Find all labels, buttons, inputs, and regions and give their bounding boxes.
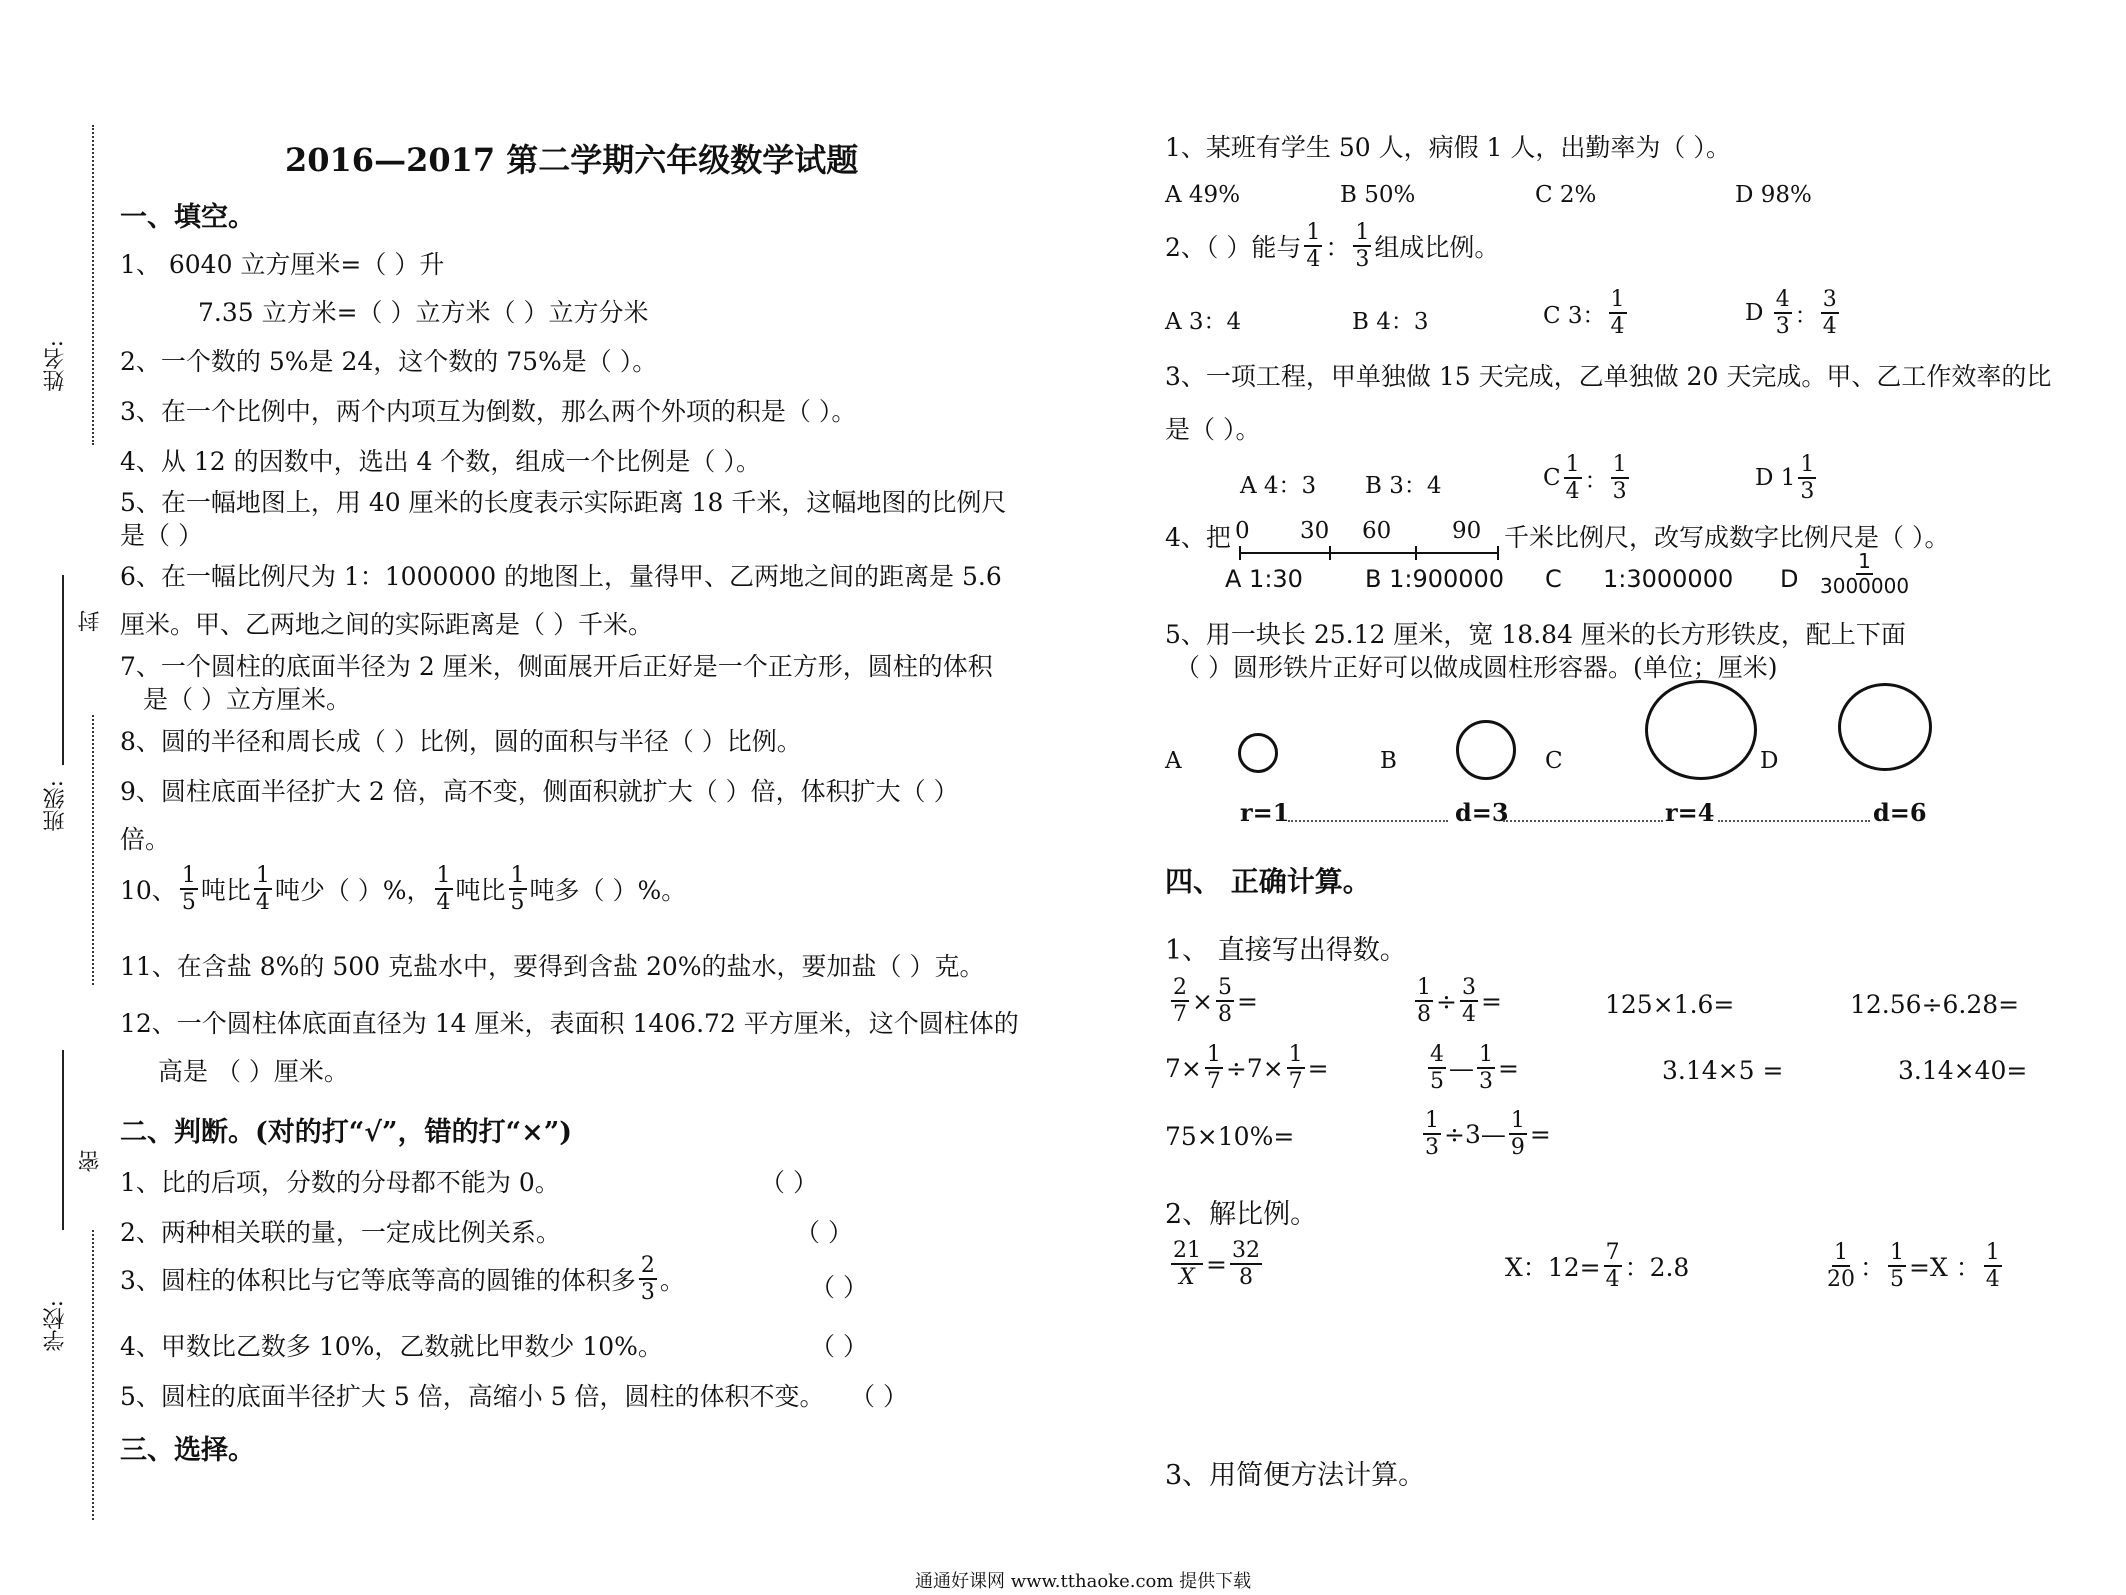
- question-2: 2、一个数的 5%是 24，这个数的 75%是（ ）。: [120, 347, 658, 376]
- expr-5: 7× $\frac{1}{7}$ ÷7× $\frac{1}{7}$ =: [1165, 1042, 1329, 1095]
- name-label: 姓名:: [43, 340, 68, 392]
- judge-3: 3、圆柱的体积比与它等底等高的圆锥的体积多 $\frac{2}{3}$ 。: [120, 1253, 685, 1306]
- choice-2-option-d: D $\frac{4}{3}$ ： $\frac{3}{4}$: [1745, 287, 1837, 340]
- judge-5: 5、圆柱的底面半径扩大 5 倍，高缩小 5 倍，圆柱的体积不变。: [120, 1382, 825, 1411]
- dotted-leader: [1503, 820, 1663, 822]
- binding-dotted-line: [92, 715, 94, 985]
- question-1b: 7.35 立方米=（ ）立方米（ ）立方分米: [198, 298, 649, 327]
- scale-tick-90: 90: [1452, 518, 1482, 544]
- proportion-2: X：12= $\frac{7}{4}$ ：2.8: [1505, 1240, 1690, 1293]
- section-3-heading: 三、选择。: [120, 1435, 255, 1466]
- judge-4: 4、甲数比乙数多 10%，乙数就比甲数少 10%。: [120, 1332, 663, 1361]
- choice-1-option-d: D 98%: [1735, 182, 1812, 208]
- class-underline: [62, 1050, 64, 1230]
- choice-1-option-b: B 50%: [1340, 182, 1416, 208]
- choice-4-option-d-label: D: [1780, 565, 1799, 593]
- fraction: $\frac{1}{3}$: [1800, 452, 1815, 505]
- question-12b: 高是 （ ）厘米。: [158, 1057, 349, 1086]
- judge-3-parens: （ ）: [810, 1273, 868, 1302]
- expr-4: 12.56÷6.28=: [1850, 990, 2020, 1019]
- dotted-leader: [1718, 820, 1870, 822]
- question-10: 10、 $\frac{1}{5}$ 吨比 $\frac{1}{4}$ 吨少（ ）%， $\frac{1}{4}$ 吨比 $\frac{1}{5}$ 吨多（ ）%。: [120, 863, 687, 916]
- section-2-heading: 二、判断。(对的打“√”，错的打“×”): [120, 1117, 573, 1148]
- fraction: $\frac{1}{5}$: [510, 863, 525, 916]
- footer-credit: 通通好课网 www.tthaoke.com 提供下载: [915, 1571, 1252, 1592]
- fraction: $\frac{1}{4}$: [1985, 1240, 2000, 1293]
- question-8: 8、圆的半径和周长成（ ）比例，圆的面积与半径（ ）比例。: [120, 727, 802, 756]
- circle-d: [1838, 683, 1932, 771]
- choice-4-suffix: 千米比例尺，改写成数字比例尺是（ ）。: [1504, 523, 1950, 552]
- fraction: $\frac{7}{4}$: [1605, 1240, 1620, 1293]
- question-12a: 12、一个圆柱体底面直径为 14 厘米，表面积 1406.72 平方厘米，这个圆柱体的: [120, 1009, 1019, 1038]
- question-6a: 6、在一幅比例尺为 1：1000000 的地图上，量得甲、乙两地之间的距离是 5.6: [120, 562, 1002, 591]
- circle-option-b: B: [1380, 748, 1397, 774]
- circle-c-label: r=4: [1665, 798, 1715, 827]
- seal-label: 封: [78, 610, 103, 632]
- fraction: $\frac{1}{7}$: [1288, 1042, 1303, 1095]
- choice-2-option-b: B 4：3: [1352, 309, 1429, 335]
- judge-5-parens: （ ）: [850, 1382, 908, 1411]
- circle-b: [1456, 720, 1516, 780]
- question-9a: 9、圆柱底面半径扩大 2 倍，高不变，侧面积就扩大（ ）倍，体积扩大（ ）: [120, 777, 959, 806]
- expr-9: 75×10%=: [1165, 1122, 1295, 1151]
- choice-4-prefix: 4、把: [1165, 523, 1231, 552]
- fraction: $\frac{3}{4}$: [1822, 287, 1837, 340]
- question-5a: 5、在一幅地图上，用 40 厘米的长度表示实际距离 18 千米，这幅地图的比例尺: [120, 488, 1007, 517]
- binding-dotted-line: [92, 125, 94, 445]
- circle-d-label: d=6: [1873, 798, 1927, 827]
- proportion-1: $\frac{21}{X}$ = $\frac{32}{8}$: [1173, 1238, 1260, 1291]
- fraction: $\frac{1}{3}$: [1612, 452, 1627, 505]
- expr-6: $\frac{4}{5}$ — $\frac{1}{3}$ =: [1430, 1042, 1519, 1095]
- fraction: $\frac{1}{5}$: [1890, 1240, 1905, 1293]
- choice-3a: 3、一项工程，甲单独做 15 天完成，乙单独做 20 天完成。甲、乙工作效率的比: [1165, 362, 2052, 391]
- page-title: 2016—2017 第二学期六年级数学试题: [285, 141, 859, 179]
- circle-a-label: r=1: [1240, 798, 1290, 827]
- question-5b: 是（ ）: [120, 521, 203, 550]
- choice-2-option-a: A 3：4: [1165, 309, 1242, 335]
- section-4-heading: 四、 正确计算。: [1165, 865, 1371, 898]
- judge-4-parens: （ ）: [810, 1332, 868, 1361]
- fraction: $\frac{1}{3}$: [1425, 1108, 1439, 1161]
- circle-b-label: d=3: [1455, 798, 1509, 827]
- section-1-heading: 一、填空。: [120, 202, 255, 233]
- question-6b: 厘米。甲、乙两地之间的实际距离是（ ）千米。: [120, 610, 653, 639]
- choice-3-option-a: A 4：3: [1240, 473, 1317, 499]
- scale-tick-30: 30: [1300, 518, 1330, 544]
- circle-c: [1645, 680, 1757, 780]
- question-11: 11、在含盐 8%的 500 克盐水中，要得到含盐 20%的盐水，要加盐（ ）克。: [120, 952, 985, 981]
- binding-dotted-line: [92, 1230, 94, 1520]
- fraction: $\frac{1}{4}$: [255, 863, 270, 916]
- fraction: $\frac{21}{X}$: [1173, 1238, 1201, 1291]
- school-label: 学校:: [43, 1300, 68, 1352]
- choice-2: 2、（ ）能与 $\frac{1}{4}$ ： $\frac{1}{3}$ 组成比例。: [1165, 220, 1500, 273]
- fraction: $\frac{32}{8}$: [1231, 1238, 1260, 1291]
- expr-1: $\frac{2}{7}$ × $\frac{5}{8}$ =: [1173, 975, 1258, 1028]
- fraction: $\frac{1}{3}$: [1355, 220, 1370, 273]
- choice-2-option-c: C 3： $\frac{1}{4}$: [1543, 287, 1625, 340]
- question-1a: 1、 6040 立方厘米=（ ）升: [120, 250, 445, 279]
- question-4: 4、从 12 的因数中，选出 4 个数，组成一个比例是（ ）。: [120, 447, 761, 476]
- fraction: $\frac{2}{3}$: [640, 1253, 655, 1306]
- judge-2-parens: （ ）: [795, 1218, 853, 1247]
- secret-label: 密: [78, 1150, 103, 1172]
- fraction: $\frac{1}{4}$: [1565, 452, 1580, 505]
- choice-4-option-b: B 1:900000: [1365, 565, 1505, 593]
- expr-7: 3.14×5 =: [1662, 1056, 1784, 1085]
- calc-sub-1: 1、 直接写出得数。: [1165, 935, 1407, 966]
- choice-1-option-c: C 2%: [1535, 182, 1597, 208]
- question-7b: 是（ ）立方厘米。: [143, 685, 351, 714]
- fraction: $\frac{1}{4}$: [1306, 220, 1321, 273]
- calc-sub-2: 2、解比例。: [1165, 1199, 1318, 1230]
- fraction: $\frac{1}{3}$: [1479, 1042, 1493, 1095]
- judge-1: 1、比的后项，分数的分母都不能为 0。: [120, 1168, 560, 1197]
- fraction: $\frac{1}{4}$: [1610, 287, 1625, 340]
- fraction: $\frac{1}{4}$: [436, 863, 451, 916]
- dotted-leader: [1288, 820, 1448, 822]
- fraction: $\frac{5}{8}$: [1217, 975, 1232, 1028]
- choice-5b: （ ）圆形铁片正好可以做成圆柱形容器。(单位；厘米): [1175, 653, 1778, 682]
- fraction: $\frac{1}{7}$: [1206, 1042, 1221, 1095]
- judge-2: 2、两种相关联的量，一定成比例关系。: [120, 1218, 561, 1247]
- choice-3b: 是（ ）。: [1165, 415, 1261, 444]
- fraction: $\frac{1}{20}$: [1827, 1240, 1855, 1293]
- fraction: $\frac{4}{5}$: [1430, 1042, 1444, 1095]
- class-label: 班级:: [43, 780, 68, 832]
- choice-4-option-c-label: C: [1545, 565, 1562, 593]
- scale-bar: [1239, 546, 1499, 560]
- scale-tick-60: 60: [1362, 518, 1392, 544]
- choice-3-option-d: D 1 $\frac{1}{3}$: [1755, 452, 1815, 505]
- judge-1-parens: （ ）: [760, 1168, 818, 1197]
- choice-4-option-a: A 1:30: [1225, 565, 1303, 593]
- choice-5a: 5、用一块长 25.12 厘米，宽 18.84 厘米的长方形铁皮，配上下面: [1165, 620, 1906, 649]
- fraction: $\frac{1}{8}$: [1417, 975, 1431, 1028]
- expr-2: $\frac{1}{8}$ ÷ $\frac{3}{4}$ =: [1417, 975, 1502, 1028]
- expr-8: 3.14×40=: [1898, 1056, 2028, 1085]
- question-9b: 倍。: [120, 825, 171, 854]
- choice-3-option-c: C $\frac{1}{4}$ ： $\frac{1}{3}$: [1543, 452, 1627, 505]
- choice-1-option-a: A 49%: [1165, 182, 1241, 208]
- fraction: $\frac{4}{3}$: [1775, 287, 1790, 340]
- choice-4-option-c: 1:3000000: [1603, 565, 1734, 593]
- circle-a: [1238, 733, 1278, 773]
- scale-tick-0: 0: [1235, 518, 1250, 544]
- circle-option-d: D: [1760, 748, 1779, 774]
- calc-sub-3: 3、用简便方法计算。: [1165, 1460, 1426, 1491]
- circle-option-a: A: [1165, 748, 1182, 774]
- fraction: $\frac{1}{5}$: [181, 863, 196, 916]
- expr-3: 125×1.6=: [1605, 990, 1735, 1019]
- question-3: 3、在一个比例中，两个内项互为倒数，那么两个外项的积是（ ）。: [120, 397, 857, 426]
- circle-option-c: C: [1545, 748, 1563, 774]
- fraction: $\frac{1}{9}$: [1510, 1108, 1525, 1161]
- proportion-3: $\frac{1}{20}$ ： $\frac{1}{5}$ =X ： $\frac{1}{4}$: [1827, 1240, 2000, 1293]
- fraction: $\frac{2}{7}$: [1173, 975, 1187, 1028]
- choice-4-option-d: $\frac{1}{3000000}$: [1820, 549, 1910, 598]
- expr-10: $\frac{1}{3}$ ÷3— $\frac{1}{9}$ =: [1425, 1108, 1551, 1161]
- choice-3-option-b: B 3：4: [1365, 473, 1442, 499]
- fraction: $\frac{3}{4}$: [1461, 975, 1476, 1028]
- name-underline: [62, 575, 64, 765]
- question-7a: 7、一个圆柱的底面半径为 2 厘米，侧面展开后正好是一个正方形，圆柱的体积: [120, 652, 993, 681]
- choice-1: 1、某班有学生 50 人，病假 1 人，出勤率为（ ）。: [1165, 133, 1731, 162]
